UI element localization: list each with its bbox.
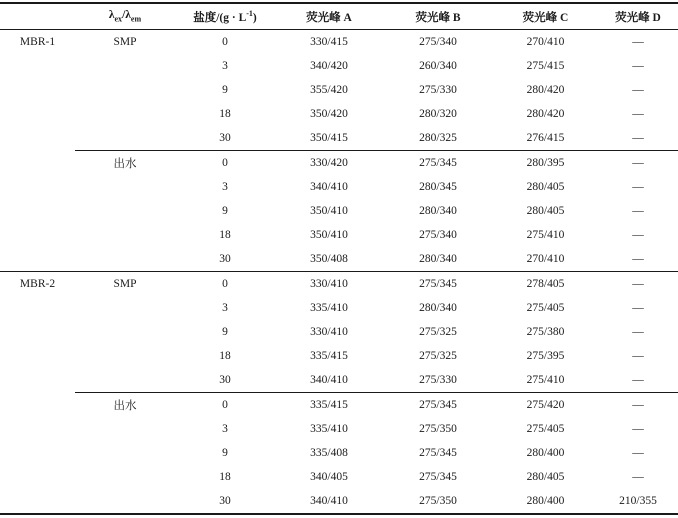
- salinity-cell: 30: [219, 374, 231, 386]
- peak-d-cell: —: [632, 132, 644, 144]
- salinity-cell: 9: [222, 447, 228, 459]
- lambda-ex-subscript: ex: [114, 14, 123, 24]
- sample-cell: [75, 102, 175, 126]
- peak-c-cell: 280/420: [526, 108, 565, 120]
- peak-b-cell: 275/345: [383, 393, 493, 418]
- salinity-cell: 30: [219, 253, 231, 265]
- salinity-cell: 18: [219, 350, 231, 362]
- peak-c-cell: 280/400: [526, 447, 565, 459]
- peak-a-cell: 335/410: [310, 302, 348, 314]
- peak-d-cell: —: [632, 423, 644, 435]
- salinity-cell: 9: [222, 326, 228, 338]
- header-peak-b: 荧光峰 B: [383, 3, 493, 30]
- sample-cell: [75, 54, 175, 78]
- peak-d-cell: —: [632, 205, 644, 217]
- sample-cell: 出水: [75, 393, 175, 418]
- reactor-cell: [0, 54, 75, 78]
- reactor-cell: MBR-2: [0, 272, 75, 297]
- reactor-cell: [0, 247, 75, 272]
- peak-b-cell: 280/340: [419, 205, 457, 217]
- table-row: [0, 368, 678, 393]
- header-peak-d: 荧光峰 D: [598, 3, 678, 30]
- peak-b-cell: 275/330: [419, 374, 457, 386]
- salinity-cell: 3: [222, 60, 228, 72]
- salinity-cell: 18: [219, 108, 231, 120]
- peak-d-cell: —: [632, 471, 644, 483]
- header-peak-a: 荧光峰 A: [275, 3, 383, 30]
- table-row: [0, 441, 678, 465]
- peak-d-cell: —: [598, 393, 678, 418]
- peak-c-cell: 280/400: [526, 495, 565, 507]
- salinity-cell: 3: [222, 181, 228, 193]
- peak-a-cell: 350/415: [310, 132, 348, 144]
- peak-b-cell: 275/350: [419, 495, 457, 507]
- sample-cell: [75, 175, 175, 199]
- peak-c-cell: 276/415: [526, 132, 565, 144]
- salinity-cell: 18: [219, 229, 231, 241]
- table-row: [0, 30, 678, 55]
- peak-d-cell: —: [598, 272, 678, 297]
- peak-a-cell: 350/420: [310, 108, 348, 120]
- peak-c-cell: 275/405: [526, 302, 565, 314]
- reactor-cell: [0, 296, 75, 320]
- peak-b-cell: 275/345: [419, 471, 457, 483]
- peak-b-cell: 275/330: [419, 84, 457, 96]
- table-row: [0, 247, 678, 272]
- peak-c-cell: 270/410: [526, 36, 565, 48]
- peak-c-cell: 280/405: [526, 471, 565, 483]
- peak-a-cell: 350/408: [310, 253, 348, 265]
- reactor-cell: [0, 344, 75, 368]
- peak-a-cell: 335/415: [310, 350, 348, 362]
- peak-b-cell: 260/340: [419, 60, 457, 72]
- peak-c-cell: 280/405: [526, 205, 565, 217]
- peak-a-cell: 340/410: [310, 374, 348, 386]
- header-empty-cell: [0, 3, 75, 30]
- peak-b-cell: 280/340: [419, 302, 457, 314]
- salinity-cell: 0: [175, 393, 275, 418]
- table-row: [0, 54, 678, 78]
- salinity-cell: 30: [219, 495, 231, 507]
- peak-b-cell: 275/350: [419, 423, 457, 435]
- reactor-cell: [0, 465, 75, 489]
- lambda-em-subscript: em: [130, 14, 142, 24]
- salinity-cell: 18: [219, 471, 231, 483]
- peak-a-cell: 350/410: [310, 229, 348, 241]
- sample-cell: SMP: [75, 272, 175, 297]
- peak-d-cell: —: [598, 151, 678, 176]
- peak-c-cell: 280/395: [493, 151, 598, 176]
- sample-cell: SMP: [113, 36, 137, 48]
- peak-d-cell: 210/355: [619, 495, 657, 507]
- reactor-cell: [0, 441, 75, 465]
- sample-cell: [75, 368, 175, 393]
- peak-c-cell: 275/405: [526, 423, 565, 435]
- lambda-ex-symbol: λ: [108, 9, 115, 22]
- peak-a-cell: 335/408: [310, 447, 348, 459]
- reactor-cell: [0, 368, 75, 393]
- peak-b-cell: 280/345: [419, 181, 457, 193]
- sample-cell: [75, 441, 175, 465]
- peak-d-cell: —: [632, 229, 644, 241]
- salinity-label: 盐度/(g · L: [193, 11, 247, 24]
- peak-d-cell: —: [632, 84, 644, 96]
- sample-cell: [75, 417, 175, 441]
- table-row: [0, 126, 678, 151]
- sample-cell: [75, 223, 175, 247]
- sample-cell: [75, 126, 175, 151]
- reactor-cell: MBR-1: [19, 36, 56, 48]
- peak-b-cell: 280/320: [419, 108, 457, 120]
- reactor-cell: [0, 199, 75, 223]
- peak-a-cell: 330/410: [310, 326, 348, 338]
- peak-d-cell: —: [632, 350, 644, 362]
- peak-a-cell: 330/420: [275, 151, 383, 176]
- sample-cell: [75, 489, 175, 514]
- reactor-cell: [0, 417, 75, 441]
- reactor-cell: [0, 320, 75, 344]
- reactor-cell: [0, 78, 75, 102]
- table-row: [0, 175, 678, 199]
- peak-a-cell: 355/420: [310, 84, 348, 96]
- table-row: [0, 296, 678, 320]
- peak-b-cell: 275/325: [419, 350, 457, 362]
- salinity-label-close: ): [252, 11, 257, 24]
- reactor-cell: [0, 489, 75, 514]
- peak-a-cell: 330/410: [275, 272, 383, 297]
- table-row: [0, 151, 678, 176]
- salinity-cell: 0: [175, 272, 275, 297]
- peak-a-cell: 350/410: [310, 205, 348, 217]
- peak-a-cell: 340/405: [310, 471, 348, 483]
- header-salinity: [175, 3, 275, 30]
- peak-c-cell: 280/420: [526, 84, 565, 96]
- table-row: [0, 393, 678, 418]
- peak-b-cell: 275/340: [419, 229, 457, 241]
- salinity-cell: 0: [175, 151, 275, 176]
- table-row: [0, 272, 678, 297]
- peak-c-cell: 275/410: [526, 374, 565, 386]
- table-row: [0, 489, 678, 514]
- peak-a-cell: 335/415: [275, 393, 383, 418]
- table-row: [0, 344, 678, 368]
- peak-c-cell: 275/415: [526, 60, 565, 72]
- sample-cell: [75, 320, 175, 344]
- peak-d-cell: —: [632, 374, 644, 386]
- reactor-cell: [0, 175, 75, 199]
- table-row: [0, 320, 678, 344]
- peak-b-cell: 275/340: [419, 36, 457, 48]
- peak-b-cell: 275/325: [419, 326, 457, 338]
- peak-d-cell: —: [632, 253, 644, 265]
- reactor-cell: [0, 126, 75, 151]
- peak-b-cell: 275/345: [419, 447, 457, 459]
- sample-cell: [75, 247, 175, 272]
- table-row: [0, 465, 678, 489]
- peak-d-cell: —: [632, 302, 644, 314]
- reactor-cell: [0, 102, 75, 126]
- salinity-exponent: -1: [246, 8, 253, 18]
- sample-cell: [75, 199, 175, 223]
- table-row: [0, 223, 678, 247]
- peak-a-cell: 330/415: [310, 36, 348, 48]
- peak-b-cell: 275/345: [383, 272, 493, 297]
- fluorescence-peaks-table: [0, 2, 678, 515]
- peak-b-cell: 275/345: [383, 151, 493, 176]
- lambda-em-symbol: /λ: [122, 9, 131, 22]
- sample-cell: [75, 78, 175, 102]
- peak-c-cell: 275/410: [526, 229, 565, 241]
- reactor-cell: [0, 223, 75, 247]
- peak-d-cell: —: [632, 326, 644, 338]
- peak-a-cell: 335/410: [310, 423, 348, 435]
- header-lambda-ex-em: [75, 3, 175, 30]
- peak-c-cell: 275/380: [526, 326, 565, 338]
- table-row: [0, 417, 678, 441]
- peak-a-cell: 340/420: [310, 60, 348, 72]
- peak-c-cell: 280/405: [526, 181, 565, 193]
- peak-d-cell: —: [632, 60, 644, 72]
- peak-c-cell: 275/395: [526, 350, 565, 362]
- header-peak-c: 荧光峰 C: [493, 3, 598, 30]
- reactor-cell: [0, 151, 75, 176]
- salinity-cell: 3: [222, 423, 228, 435]
- sample-cell: [75, 344, 175, 368]
- peak-d-cell: —: [632, 447, 644, 459]
- peak-d-cell: —: [632, 108, 644, 120]
- sample-cell: [75, 465, 175, 489]
- peak-c-cell: 270/410: [526, 253, 565, 265]
- peak-a-cell: 340/410: [310, 181, 348, 193]
- peak-c-cell: 275/420: [493, 393, 598, 418]
- peak-d-cell: —: [632, 181, 644, 193]
- sample-cell: [75, 296, 175, 320]
- table-row: [0, 102, 678, 126]
- sample-cell: 出水: [75, 151, 175, 176]
- header-row: [0, 3, 678, 30]
- salinity-cell: 9: [222, 205, 228, 217]
- table-body: [0, 30, 678, 515]
- peak-c-cell: 278/405: [493, 272, 598, 297]
- peak-b-cell: 280/340: [419, 253, 457, 265]
- salinity-cell: 9: [222, 84, 228, 96]
- peak-d-cell: —: [632, 36, 644, 48]
- salinity-cell: 0: [222, 36, 228, 48]
- peak-a-cell: 340/410: [310, 495, 348, 507]
- peak-b-cell: 280/325: [419, 132, 457, 144]
- salinity-cell: 30: [219, 132, 231, 144]
- salinity-cell: 3: [222, 302, 228, 314]
- table-row: [0, 199, 678, 223]
- reactor-cell: [0, 393, 75, 418]
- table-row: [0, 78, 678, 102]
